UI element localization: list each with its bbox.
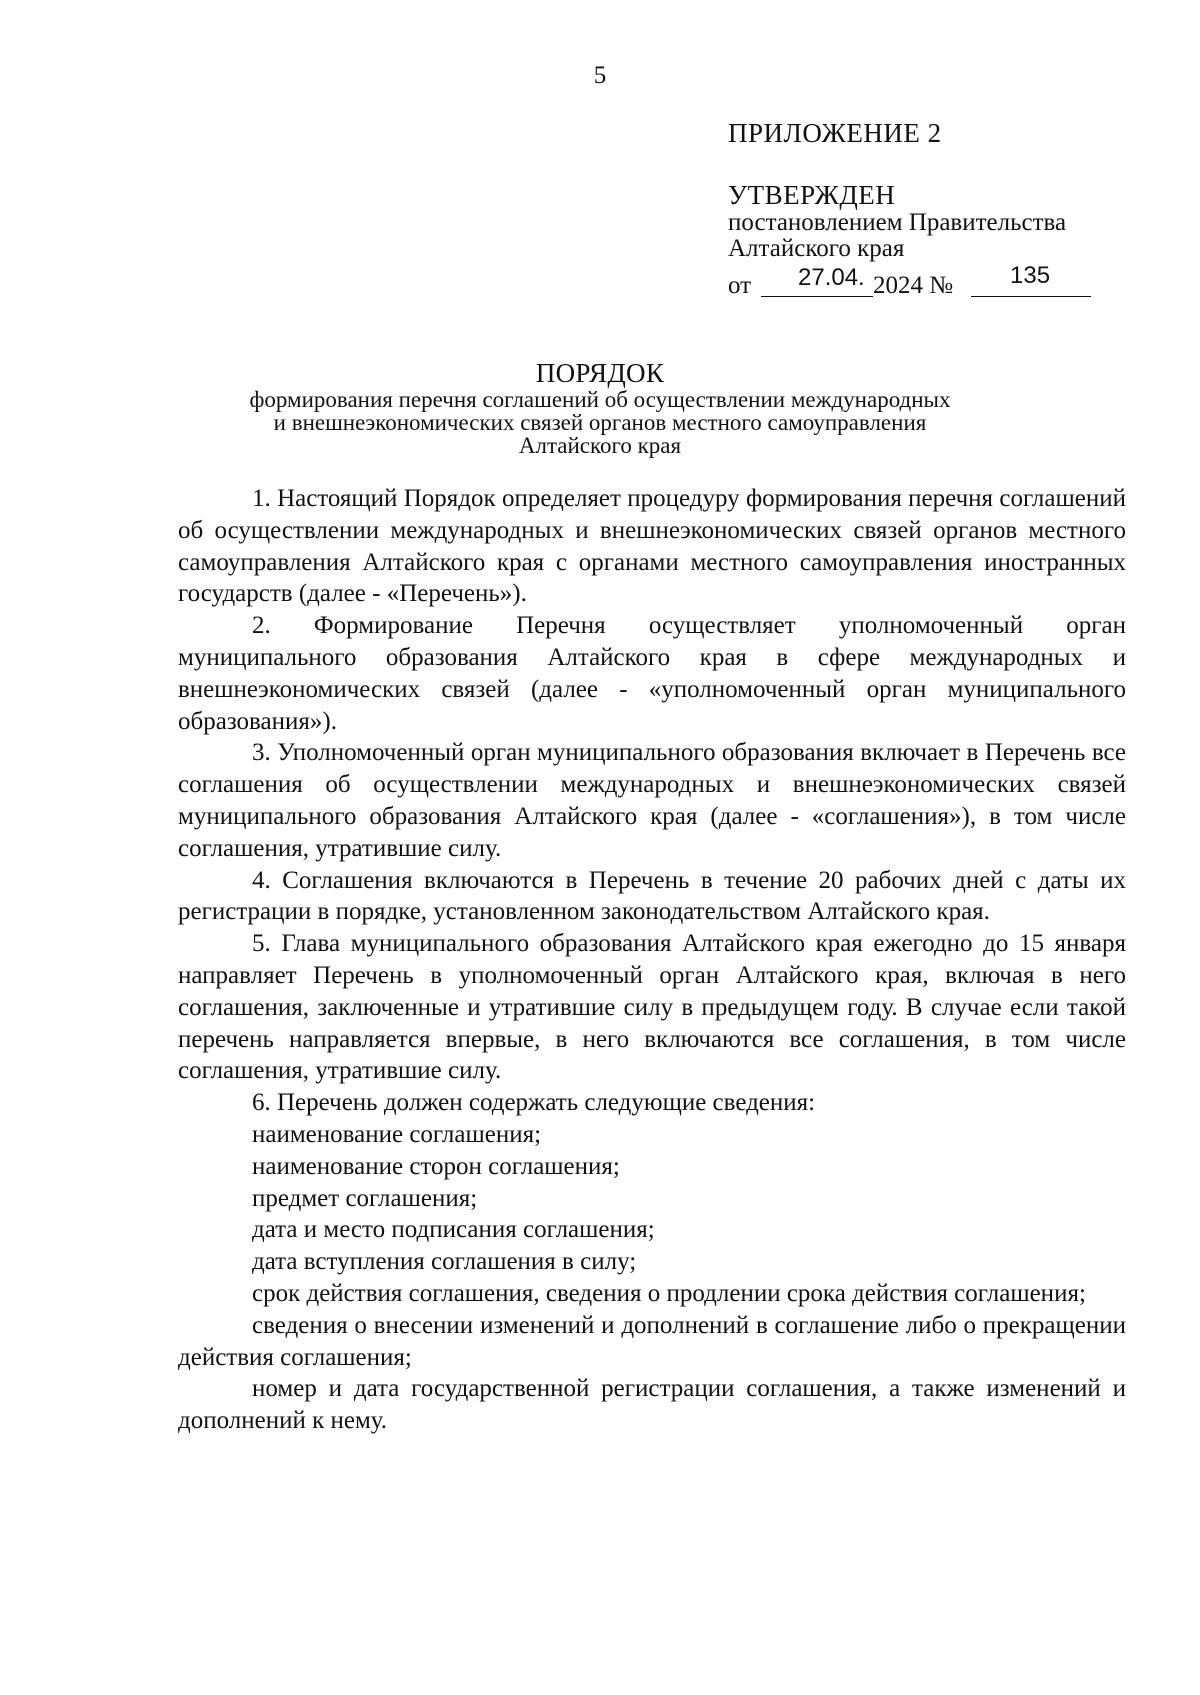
handwritten-date: 27.04. (798, 264, 865, 291)
paragraph-1: 1. Настоящий Порядок определяет процедуру формирования перечня соглашений об осуществлении международных и внешнеэкономических связей органов местного самоуправления Алтайского края с органами местного самоуправления иностранных государств (далее - «Перечень»). (178, 485, 1126, 608)
date-underline (761, 296, 873, 297)
document-body (178, 483, 1126, 1437)
list-item: срок действия соглашения, сведения о продлении срока действия соглашения; (252, 1279, 1086, 1307)
list-item: дата вступления соглашения в силу; (252, 1248, 637, 1276)
annex-label: ПРИЛОЖЕНИЕ 2 (728, 118, 942, 148)
approval-line-2: Алтайского края (728, 235, 905, 262)
list-item: номер и дата государственной регистрации соглашения, а также изменений и дополнений к нему. (178, 1375, 1126, 1435)
page-number: 5 (593, 62, 607, 89)
list-item: сведения о внесении изменений и дополнений в соглашение либо о прекращении действия соглашения; (178, 1311, 1126, 1371)
title-heading: ПОРЯДОК (535, 358, 665, 388)
title-line-2: и внешнеэкономических связей органов местного самоуправления (273, 410, 927, 435)
year-label: 2024 № (873, 272, 954, 299)
list-item: наименование соглашения; (252, 1120, 542, 1148)
list-item: дата и место подписания соглашения; (252, 1216, 655, 1244)
title-line-3: Алтайского края (518, 433, 682, 458)
paragraph-6: 6. Перечень должен содержать следующие сведения: (252, 1089, 816, 1117)
document-title (0, 358, 1200, 457)
paragraph-2: 2. Формирование Перечня осуществляет уполномоченный орган муниципального образования Алтайского края в сфере международных и внешнеэкономических связей (далее - «уполномоченный орган муниципального образования»). (178, 612, 1126, 735)
approval-block (728, 180, 1066, 304)
paragraph-4: 4. Соглашения включаются в Перечень в течение 20 рабочих дней с даты их регистрации в порядке, установленном законодательством Алтайского края. (178, 866, 1126, 926)
approval-date-line (728, 264, 1066, 304)
paragraph-5: 5. Глава муниципального образования Алтайского края ежегодно до 15 января направляет Перечень в уполномоченный орган Алтайского края, включая в него соглашения, заключенные и утратившие силу в предыдущем году. В случае если такой перечень направляется впервые, в него включаются все соглашения, в том числе соглашения, утратившие силу. (178, 930, 1126, 1085)
paragraph-3: 3. Уполномоченный орган муниципального образования включает в Перечень все соглашения об осуществлении международных и внешнеэкономических связей муниципального образования Алтайского края (далее - «соглашения»), в том числе соглашения, утратившие силу. (178, 739, 1126, 862)
title-line-1: формирования перечня соглашений об осуществлении международных (249, 387, 951, 412)
from-label: от (728, 272, 752, 299)
list-item: предмет соглашения; (252, 1184, 478, 1212)
approved-label: УТВЕРЖДЕН (728, 180, 896, 210)
approval-line-1: постановлением Правительства (728, 209, 1067, 236)
handwritten-number: 135 (1010, 262, 1051, 289)
list-item: наименование сторон соглашения; (252, 1152, 620, 1180)
